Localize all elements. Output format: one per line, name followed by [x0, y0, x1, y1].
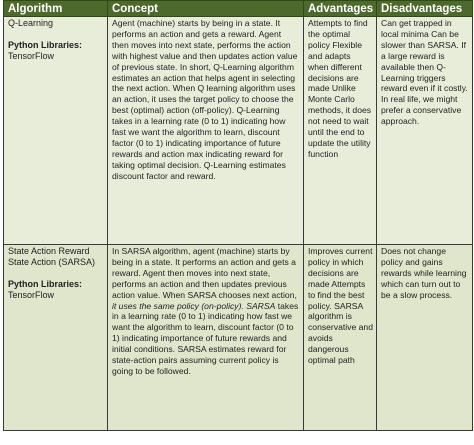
cell-algorithm — [4, 245, 108, 431]
header-advantages: Advantages — [304, 1, 377, 17]
libraries-value: TensorFlow — [8, 290, 55, 300]
concept-text-continued: takes in a learning rate (0 to 1) indicating how fast we want the algorithm to learn, discount factor (0 to 1) indicating importance of future rewards and initial conditions. SARSA estimates reward for state-action pairs assuming current policy is going to be followed. — [112, 300, 299, 376]
comparison-table — [3, 0, 473, 431]
libraries-label: Python Libraries: — [8, 40, 83, 50]
algorithm-name: Q-Learning — [8, 18, 54, 28]
libraries-label: Python Libraries: — [8, 279, 83, 289]
cell-advantages: Improves current policy in which decisions are made Attempts to find the best policy. SARSA algorithm is conservative and avoids dangerous optimal path — [304, 245, 377, 431]
cell-advantages: Attempts to find the optimal policy Flexible and adapts when different decisions are made Unlike Monte Carlo methods, it does not need to wait until the end to update the utility function — [304, 17, 377, 245]
header-algorithm: Algorithm — [4, 1, 108, 17]
concept-text: In SARSA algorithm, agent (machine) starts by being in a state. It performs an action and gets a reward. Agent then moves into next state, performs an action and then updates previous action value. When SARSA chooses next action, — [112, 246, 297, 300]
cell-concept — [108, 245, 304, 431]
header-row — [4, 1, 473, 17]
concept-italic-text: it uses the same policy (on-policy). SARSA — [112, 300, 276, 311]
libraries-value: TensorFlow — [8, 51, 55, 61]
algorithm-comparison-table — [3, 0, 472, 431]
cell-algorithm — [4, 17, 108, 245]
table-row-q-learning — [4, 17, 473, 245]
header-concept: Concept — [108, 1, 304, 17]
cell-disadvantages: Does not change policy and gains rewards while learning which can turn out to be a slow process. — [377, 245, 473, 431]
cell-concept: Agent (machine) starts by being in a state. It performs an action and gets a reward. Agent then moves into next state, performs the action with highest value and then updates action value of previous state. In short, Q-Learning algorithm estimates an action that helps agent in selecting the next action. When Q learning algorithm uses an action, it uses the target policy to choose the best (optimal) action (off-policy). Q-Learning takes in a learning rate (0 to 1) indicating how fast we want the algorithm to learn, discount factor (0 to 1) indicating importance of future rewards and action max indicating reward for taking optimal decision. Q-Learning estimates discount factor and reward. — [108, 17, 304, 245]
header-disadvantages: Disadvantages — [377, 1, 473, 17]
algorithm-name: State Action Reward State Action (SARSA) — [8, 246, 96, 267]
cell-disadvantages: Can get trapped in local minima Can be slower than SARSA. If a large reward is available then Q-Learning triggers reward even if it costly. In real life, we might prefer a conservative approach. — [377, 17, 473, 245]
table-row-sarsa — [4, 245, 473, 431]
